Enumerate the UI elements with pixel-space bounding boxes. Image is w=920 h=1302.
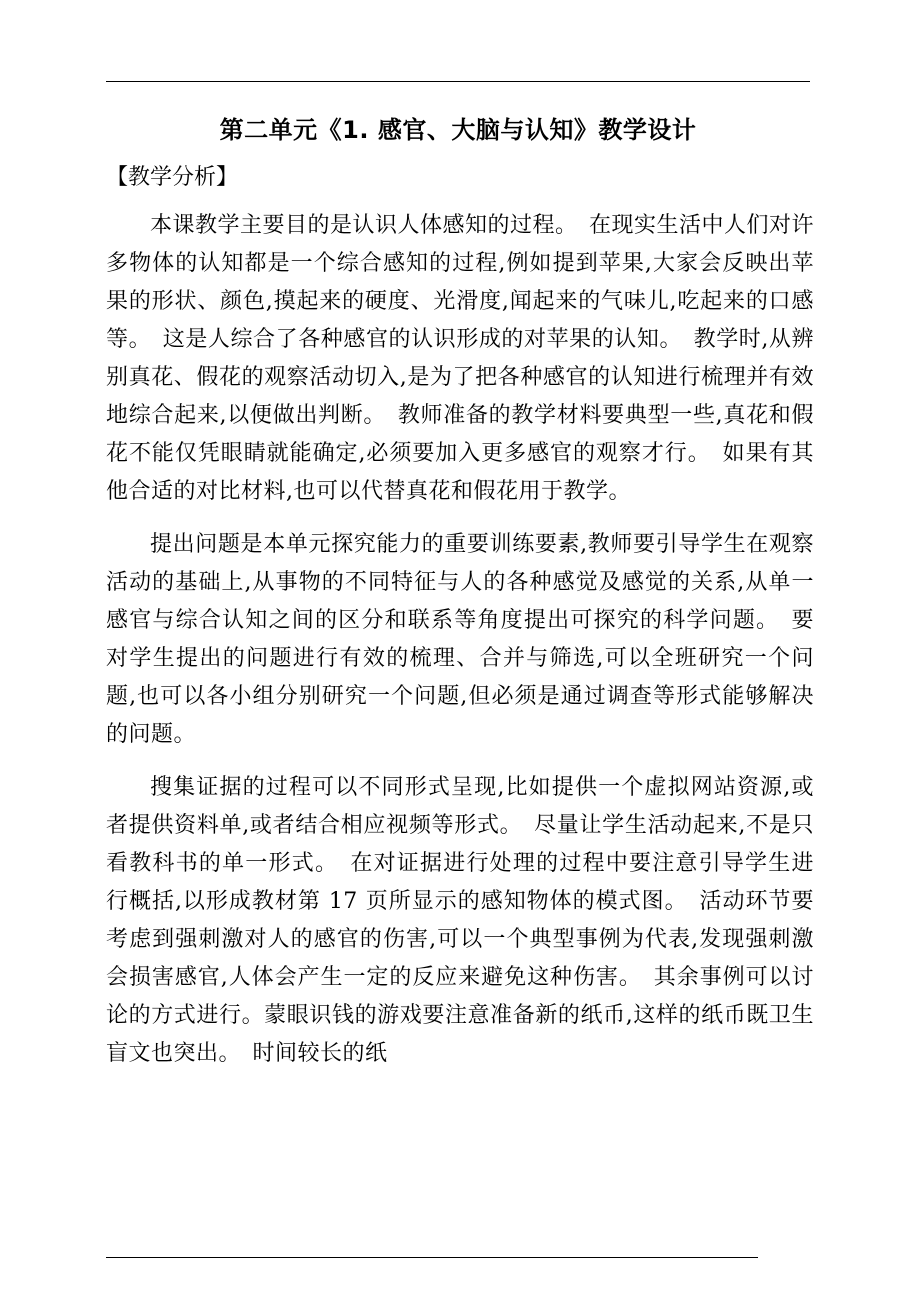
paragraph: 本课教学主要目的是认识人体感知的过程。 在现实生活中人们对许多物体的认知都是一个综合感知的过程,例如提到苹果,大家会反映出苹果的形状、颜色,摸起来的硬度、光滑度,闻起来的气味儿,吃起来的口感等。 这是人综合了各种感官的认识形成的对苹果的认知。 教学时,从辨别真花、假花的观察活动切入,是为了把各种感官的认知进行梳理并有效地综合起来,以便做出判断。 教师准备的教学材料要典型一些,真花和假花不能仅凭眼睛就能确定,必须要加入更多感官的观察才行。 如果有其他合适的对比材料,也可以代替真花和假花用于教学。 [106,213,815,504]
footer-rule [106,1257,758,1258]
document-title: 第二单元《1. 感官、大脑与认知》教学设计 [219,116,697,144]
section-heading: 【教学分析】 [106,165,239,190]
paragraph: 搜集证据的过程可以不同形式呈现,比如提供一个虚拟网站资源,或者提供资料单,或者结合相应视频等形式。 尽量让学生活动起来,不是只看教科书的单一形式。 在对证据进行处理的过程中要注意引导学生进行概括,以形成教材第 17 页所显示的感知物体的模式图。 活动环节要考虑到强刺激对人的感官的伤害,可以一个典型事例为代表,发现强刺激会损害感官,人体会产生一定的反应来避免这种伤害。 其余事例可以讨论的方式进行。蒙眼识钱的游戏要注意准备新的纸币,这样的纸币既卫生盲文也突出。 时间较长的纸 [106,775,814,1066]
paragraph: 提出问题是本单元探究能力的重要训练要素,教师要引导学生在观察活动的基础上,从事物的不同特征与人的各种感觉及感觉的关系,从单一感官与综合认知之间的区分和联系等角度提出可探究的科学问题。 要对学生提出的问题进行有效的梳理、合并与筛选,可以全班研究一个问题,也可以各小组分别研究一个问题,但必须是通过调查等形式能够解决的问题。 [106,532,814,747]
body-text [106,207,814,1088]
header-rule [106,81,810,82]
